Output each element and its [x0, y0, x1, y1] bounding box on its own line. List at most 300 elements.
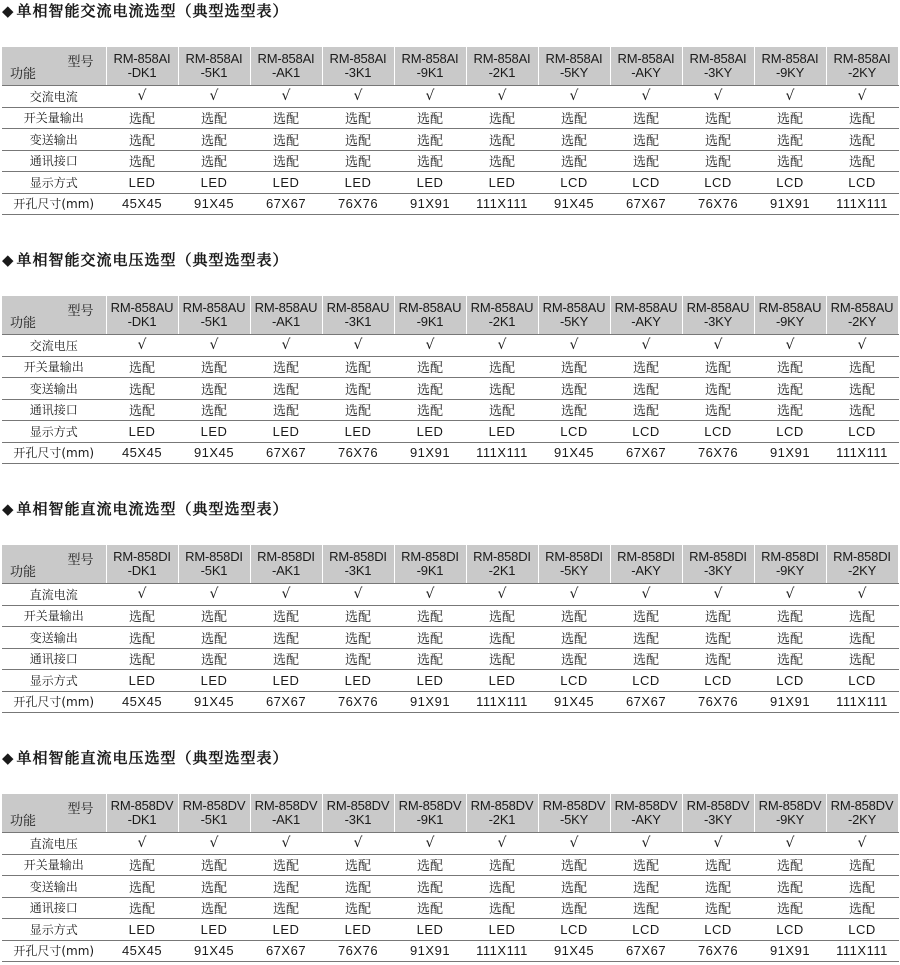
table-cell: 111X111 — [466, 193, 538, 215]
model-name-line1: RM-858AU — [254, 300, 318, 315]
model-name-line2: -AKY — [631, 563, 661, 578]
table-cell: 选配 — [826, 648, 898, 670]
header-model-label: 型号 — [67, 55, 94, 70]
table-cell: 76X76 — [682, 442, 754, 464]
table-row — [2, 940, 898, 962]
model-name-line1: RM-858DV — [686, 798, 750, 813]
table-cell: 选配 — [538, 648, 610, 670]
model-name-line1: RM-858AU — [542, 300, 606, 315]
table-cell: LCD — [754, 172, 826, 194]
model-name-line1: RM-858DI — [473, 549, 531, 564]
table-cell: 选配 — [610, 399, 682, 421]
table-cell: 选配 — [538, 897, 610, 919]
table-cell: 选配 — [610, 129, 682, 151]
table-cell: 选配 — [178, 605, 250, 627]
table-row — [2, 86, 898, 108]
row-label: 变送输出 — [2, 129, 106, 151]
table-cell: 选配 — [538, 356, 610, 378]
table-cell: 67X67 — [610, 691, 682, 713]
table-cell: 选配 — [394, 378, 466, 400]
model-header-cell — [178, 296, 250, 335]
model-header-cell — [538, 794, 610, 833]
check-mark-cell: √ — [538, 335, 610, 357]
table-cell: 选配 — [106, 854, 178, 876]
table-cell: LCD — [826, 421, 898, 443]
table-row — [2, 919, 898, 941]
model-header-cell — [178, 47, 250, 86]
table-cell: LED — [106, 919, 178, 941]
table-cell: 选配 — [322, 107, 394, 129]
table-cell: 选配 — [538, 627, 610, 649]
check-mark-cell: √ — [610, 833, 682, 855]
check-mark-cell: √ — [826, 584, 898, 606]
table-cell: LCD — [538, 670, 610, 692]
table-cell: 选配 — [178, 854, 250, 876]
check-mark-cell: √ — [178, 584, 250, 606]
model-header-cell — [106, 794, 178, 833]
table-cell: LCD — [538, 421, 610, 443]
table-cell: 选配 — [394, 897, 466, 919]
model-name-line2: -2K1 — [488, 65, 516, 80]
table-cell: 选配 — [322, 605, 394, 627]
table-cell: 选配 — [466, 897, 538, 919]
table-cell: 选配 — [466, 854, 538, 876]
row-label: 开孔尺寸(mm) — [2, 442, 106, 464]
table-cell: LCD — [754, 421, 826, 443]
header-corner-cell — [2, 47, 106, 86]
model-name-line2: -2K1 — [488, 563, 516, 578]
table-cell: 67X67 — [610, 940, 682, 962]
table-cell: 45X45 — [106, 193, 178, 215]
table-cell: 选配 — [754, 627, 826, 649]
table-cell: LED — [322, 421, 394, 443]
table-cell: 选配 — [826, 854, 898, 876]
table-cell: 选配 — [322, 897, 394, 919]
check-mark-cell: √ — [610, 335, 682, 357]
check-mark-cell: √ — [826, 833, 898, 855]
model-name-line1: RM-858DV — [758, 798, 822, 813]
model-header-cell — [754, 794, 826, 833]
table-cell: 选配 — [394, 648, 466, 670]
check-mark-cell: √ — [538, 584, 610, 606]
row-label: 开关量输出 — [2, 605, 106, 627]
table-cell: LCD — [610, 172, 682, 194]
table-cell: 选配 — [754, 129, 826, 151]
model-name-line2: -AK1 — [271, 812, 301, 827]
table-cell: 选配 — [610, 150, 682, 172]
model-name-line2: -3KY — [703, 65, 733, 80]
check-mark-cell: √ — [394, 584, 466, 606]
table-cell: 选配 — [754, 854, 826, 876]
row-label: 直流电流 — [2, 584, 106, 606]
model-header-cell — [466, 47, 538, 86]
table-cell: LED — [394, 421, 466, 443]
model-header-cell — [826, 296, 898, 335]
row-label: 通讯接口 — [2, 399, 106, 421]
model-name-line2: -2KY — [847, 563, 877, 578]
diamond-bullet-icon: ◆ — [2, 2, 15, 20]
table-cell: LCD — [538, 919, 610, 941]
model-name-line2: -AKY — [631, 812, 661, 827]
table-cell: 选配 — [178, 356, 250, 378]
row-label: 显示方式 — [2, 172, 106, 194]
table-cell: 选配 — [466, 648, 538, 670]
table-cell: 选配 — [250, 627, 322, 649]
table-row — [2, 378, 898, 400]
model-name-line1: RM-858DV — [182, 798, 246, 813]
table-row — [2, 150, 898, 172]
check-mark-cell: √ — [106, 584, 178, 606]
table-cell: 67X67 — [610, 442, 682, 464]
model-header-cell — [610, 296, 682, 335]
table-cell: 选配 — [826, 129, 898, 151]
model-name-line1: RM-858AI — [401, 51, 459, 66]
table-cell: LCD — [682, 421, 754, 443]
model-header-cell — [538, 47, 610, 86]
model-name-line2: -5K1 — [200, 65, 228, 80]
row-label: 显示方式 — [2, 670, 106, 692]
table-cell: 选配 — [754, 150, 826, 172]
table-cell: 91X91 — [754, 442, 826, 464]
model-header-cell — [250, 794, 322, 833]
table-row — [2, 605, 898, 627]
section-title — [2, 0, 289, 22]
section-title-text: 单相智能直流电流选型（典型选型表） — [16, 500, 289, 518]
table-row — [2, 421, 898, 443]
model-header-cell — [826, 545, 898, 584]
table-cell: 91X45 — [538, 442, 610, 464]
table-cell: 选配 — [682, 648, 754, 670]
table-cell: 选配 — [322, 399, 394, 421]
table-cell: 选配 — [178, 399, 250, 421]
model-header-cell — [538, 296, 610, 335]
model-name-line2: -5K1 — [200, 812, 228, 827]
model-name-line1: RM-858DI — [617, 549, 675, 564]
model-name-line2: -3KY — [703, 812, 733, 827]
model-name-line1: RM-858AI — [833, 51, 891, 66]
model-name-line2: -AK1 — [271, 563, 301, 578]
model-name-line2: -3K1 — [344, 812, 372, 827]
check-mark-cell: √ — [682, 584, 754, 606]
table-cell: 67X67 — [610, 193, 682, 215]
model-name-line2: -2KY — [847, 314, 877, 329]
table-cell: 选配 — [322, 129, 394, 151]
table-cell: 选配 — [394, 627, 466, 649]
table-cell: 选配 — [538, 150, 610, 172]
model-name-line1: RM-858DI — [401, 549, 459, 564]
check-mark-cell: √ — [106, 335, 178, 357]
table-cell: 选配 — [250, 378, 322, 400]
table-cell: 选配 — [250, 107, 322, 129]
model-header-cell — [610, 545, 682, 584]
model-header-cell — [610, 47, 682, 86]
table-cell: LED — [106, 172, 178, 194]
model-name-line1: RM-858DI — [545, 549, 603, 564]
table-cell: 91X45 — [538, 193, 610, 215]
model-header-cell — [754, 296, 826, 335]
spec-table — [2, 296, 899, 464]
table-cell: LCD — [682, 670, 754, 692]
table-cell: 选配 — [106, 876, 178, 898]
model-name-line1: RM-858AU — [686, 300, 750, 315]
model-header-cell — [682, 296, 754, 335]
diamond-bullet-icon: ◆ — [2, 749, 15, 767]
table-cell: 111X111 — [826, 691, 898, 713]
header-model-label: 型号 — [67, 553, 94, 568]
table-cell: 选配 — [250, 129, 322, 151]
table-cell: 选配 — [394, 150, 466, 172]
table-row — [2, 691, 898, 713]
model-name-line1: RM-858AI — [545, 51, 603, 66]
table-cell: 选配 — [250, 854, 322, 876]
model-header-cell — [322, 47, 394, 86]
model-header-cell — [250, 296, 322, 335]
model-name-line1: RM-858DI — [761, 549, 819, 564]
model-name-line2: -3K1 — [344, 314, 372, 329]
table-cell: 选配 — [106, 897, 178, 919]
table-cell: 111X111 — [826, 193, 898, 215]
header-corner-cell — [2, 794, 106, 833]
table-cell: 选配 — [682, 627, 754, 649]
table-cell: 选配 — [106, 129, 178, 151]
table-cell: 选配 — [610, 605, 682, 627]
table-cell: 选配 — [610, 897, 682, 919]
table-cell: LCD — [682, 172, 754, 194]
model-name-line1: RM-858AU — [614, 300, 678, 315]
row-label: 交流电流 — [2, 86, 106, 108]
table-cell: 选配 — [610, 378, 682, 400]
spec-table — [2, 47, 899, 215]
model-name-line1: RM-858AU — [398, 300, 462, 315]
model-header-cell — [826, 794, 898, 833]
table-cell: LED — [178, 172, 250, 194]
table-cell: 76X76 — [682, 691, 754, 713]
table-row — [2, 172, 898, 194]
model-header-cell — [682, 47, 754, 86]
table-cell: 选配 — [610, 648, 682, 670]
table-cell: 选配 — [682, 876, 754, 898]
row-label: 直流电压 — [2, 833, 106, 855]
model-name-line2: -AK1 — [271, 65, 301, 80]
table-cell: 选配 — [754, 356, 826, 378]
table-cell: 选配 — [538, 107, 610, 129]
model-name-line2: -9K1 — [416, 563, 444, 578]
table-cell: 选配 — [754, 378, 826, 400]
model-name-line2: -5KY — [559, 563, 589, 578]
table-cell: 选配 — [610, 627, 682, 649]
table-cell: LED — [178, 670, 250, 692]
table-cell: LED — [466, 172, 538, 194]
table-cell: 选配 — [754, 897, 826, 919]
table-cell: 选配 — [250, 399, 322, 421]
table-cell: 选配 — [826, 378, 898, 400]
table-cell: 选配 — [826, 897, 898, 919]
table-cell: 选配 — [682, 854, 754, 876]
table-cell: 选配 — [682, 129, 754, 151]
check-mark-cell: √ — [754, 833, 826, 855]
model-header-cell — [322, 296, 394, 335]
check-mark-cell: √ — [610, 584, 682, 606]
table-cell: LCD — [754, 919, 826, 941]
table-cell: LCD — [682, 919, 754, 941]
model-name-line2: -2K1 — [488, 314, 516, 329]
model-name-line2: -5K1 — [200, 563, 228, 578]
check-mark-cell: √ — [610, 86, 682, 108]
table-cell: LCD — [610, 421, 682, 443]
row-label: 显示方式 — [2, 421, 106, 443]
model-header-cell — [394, 545, 466, 584]
table-row — [2, 897, 898, 919]
model-name-line2: -9KY — [775, 314, 805, 329]
model-name-line2: -5KY — [559, 314, 589, 329]
table-cell: 选配 — [394, 107, 466, 129]
table-header-row — [2, 296, 898, 335]
table-cell: 选配 — [322, 378, 394, 400]
model-header-cell — [466, 545, 538, 584]
table-row — [2, 399, 898, 421]
model-name-line2: -9KY — [775, 65, 805, 80]
table-cell: LED — [466, 919, 538, 941]
table-cell: 45X45 — [106, 940, 178, 962]
table-cell: LED — [322, 919, 394, 941]
table-cell: 111X111 — [826, 940, 898, 962]
row-label: 开孔尺寸(mm) — [2, 193, 106, 215]
check-mark-cell: √ — [682, 335, 754, 357]
table-cell: 67X67 — [250, 442, 322, 464]
table-cell: 选配 — [178, 129, 250, 151]
table-row — [2, 107, 898, 129]
table-cell: 选配 — [538, 378, 610, 400]
model-header-cell — [322, 794, 394, 833]
model-name-line2: -9K1 — [416, 812, 444, 827]
table-cell: LED — [394, 670, 466, 692]
model-name-line1: RM-858DV — [470, 798, 534, 813]
model-name-line1: RM-858DI — [257, 549, 315, 564]
row-label: 开孔尺寸(mm) — [2, 691, 106, 713]
table-cell: 76X76 — [682, 193, 754, 215]
table-row — [2, 854, 898, 876]
model-name-line2: -DK1 — [127, 563, 157, 578]
table-cell: 选配 — [466, 876, 538, 898]
table-cell: LED — [178, 919, 250, 941]
header-model-label: 型号 — [67, 802, 94, 817]
model-name-line1: RM-858DI — [113, 549, 171, 564]
diamond-bullet-icon: ◆ — [2, 500, 15, 518]
table-cell: 91X91 — [754, 940, 826, 962]
table-cell: 选配 — [754, 605, 826, 627]
table-cell: 45X45 — [106, 691, 178, 713]
model-header-cell — [106, 47, 178, 86]
model-name-line1: RM-858DV — [326, 798, 390, 813]
table-cell: 选配 — [754, 399, 826, 421]
table-cell: 选配 — [178, 150, 250, 172]
model-header-cell — [178, 545, 250, 584]
table-cell: LCD — [538, 172, 610, 194]
check-mark-cell: √ — [178, 335, 250, 357]
table-cell: 选配 — [466, 378, 538, 400]
table-cell: LED — [322, 670, 394, 692]
table-cell: 选配 — [538, 399, 610, 421]
table-cell: 91X91 — [394, 691, 466, 713]
table-cell: LED — [250, 670, 322, 692]
table-cell: 选配 — [322, 356, 394, 378]
table-cell: LED — [106, 421, 178, 443]
row-label: 变送输出 — [2, 378, 106, 400]
table-cell: 选配 — [106, 356, 178, 378]
model-header-cell — [826, 47, 898, 86]
model-name-line1: RM-858DV — [398, 798, 462, 813]
check-mark-cell: √ — [178, 833, 250, 855]
table-cell: LED — [466, 421, 538, 443]
table-row — [2, 129, 898, 151]
model-header-cell — [538, 545, 610, 584]
model-name-line1: RM-858AU — [182, 300, 246, 315]
model-name-line2: -AK1 — [271, 314, 301, 329]
model-name-line1: RM-858DI — [329, 549, 387, 564]
model-header-cell — [250, 47, 322, 86]
model-name-line2: -2K1 — [488, 812, 516, 827]
row-label: 显示方式 — [2, 919, 106, 941]
table-row — [2, 584, 898, 606]
header-function-label: 功能 — [10, 316, 37, 331]
row-label: 通讯接口 — [2, 897, 106, 919]
check-mark-cell: √ — [754, 86, 826, 108]
table-cell: LED — [466, 670, 538, 692]
model-name-line1: RM-858AI — [257, 51, 315, 66]
model-name-line2: -2KY — [847, 65, 877, 80]
model-name-line2: -DK1 — [127, 812, 157, 827]
table-cell: 选配 — [826, 356, 898, 378]
model-name-line2: -3KY — [703, 314, 733, 329]
table-row — [2, 442, 898, 464]
model-header-cell — [610, 794, 682, 833]
check-mark-cell: √ — [394, 86, 466, 108]
table-cell: LED — [394, 919, 466, 941]
table-cell: LCD — [826, 172, 898, 194]
table-cell: 选配 — [466, 627, 538, 649]
table-cell: 选配 — [106, 605, 178, 627]
model-name-line1: RM-858AI — [113, 51, 171, 66]
table-cell: 选配 — [682, 378, 754, 400]
model-header-cell — [394, 47, 466, 86]
table-cell: 选配 — [466, 399, 538, 421]
check-mark-cell: √ — [322, 86, 394, 108]
table-cell: 选配 — [826, 399, 898, 421]
table-cell: 91X45 — [178, 691, 250, 713]
table-header-row — [2, 794, 898, 833]
table-cell: 选配 — [610, 107, 682, 129]
model-name-line2: -AKY — [631, 314, 661, 329]
table-cell: 91X45 — [538, 940, 610, 962]
table-cell: 选配 — [322, 627, 394, 649]
model-name-line2: -3K1 — [344, 65, 372, 80]
table-cell: 67X67 — [250, 691, 322, 713]
check-mark-cell: √ — [394, 833, 466, 855]
model-header-cell — [106, 296, 178, 335]
table-cell: 选配 — [250, 876, 322, 898]
row-label: 开关量输出 — [2, 356, 106, 378]
table-cell: 45X45 — [106, 442, 178, 464]
table-cell: 选配 — [610, 356, 682, 378]
table-cell: 91X45 — [178, 442, 250, 464]
row-label: 交流电压 — [2, 335, 106, 357]
model-header-cell — [754, 47, 826, 86]
table-cell: 选配 — [322, 854, 394, 876]
table-cell: 选配 — [178, 627, 250, 649]
table-cell: 选配 — [322, 648, 394, 670]
check-mark-cell: √ — [250, 86, 322, 108]
table-cell: 选配 — [322, 150, 394, 172]
